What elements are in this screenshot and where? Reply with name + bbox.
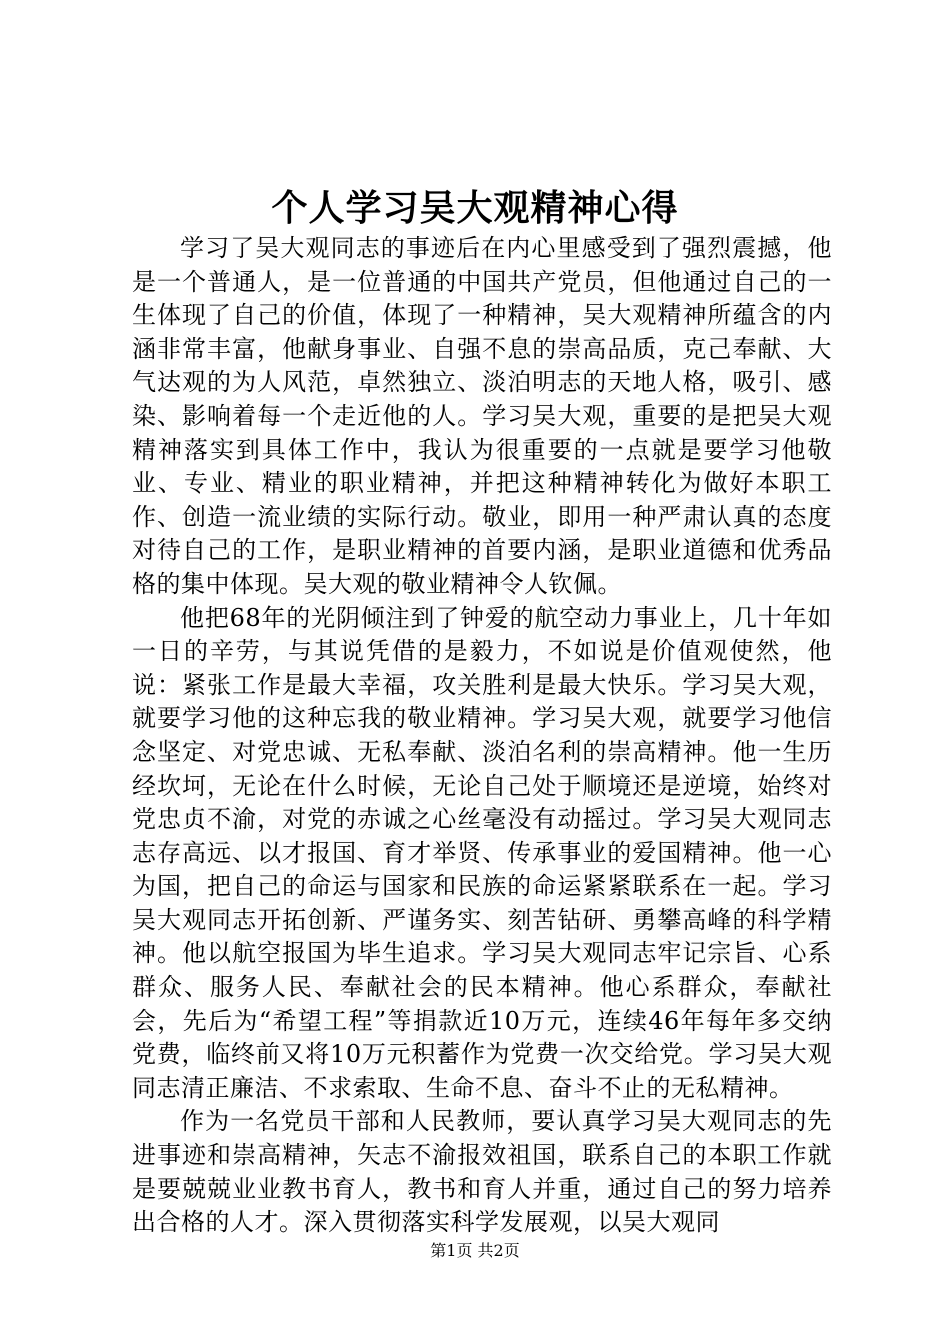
document-body <box>132 232 832 1240</box>
page-footer: 第1页 共2页 <box>430 1241 520 1260</box>
paragraph-2: 他把68年的光阴倾注到了钟爱的航空动力事业上，几十年如一日的辛劳，与其说凭借的是毅力，不如说是价值观使然，他说：紧张工作是最大幸福，攻关胜利是最大快乐。学习吴大观，就要学习他的这种忘我的敬业精神。学习吴大观，就要学习他信念坚定、对党忠诚、无私奉献、淡泊名利的崇高精神。他一生历经坎坷，无论在什么时候，无论自己处于顺境还是逆境，始终对党忠贞不渝，对党的赤诚之心丝毫没有动摇过。学习吴大观同志志存高远、以才报国、育才举贤、传承事业的爱国精神。他一心为国，把自己的命运与国家和民族的命运紧紧联系在一起。学习吴大观同志开拓创新、严谨务实、刻苦钻研、勇攀高峰的科学精神。他以航空报国为毕生追求。学习吴大观同志牢记宗旨、心系群众、服务人民、奉献社会的民本精神。他心系群众，奉献社会，先后为“希望工程”等捐款近10万元，连续46年每年多交纳党费，临终前又将10万元积蓄作为党费一次交给党。学习吴大观同志清正廉洁、不求索取、生命不息、奋斗不止的无私精神。 <box>132 603 832 1102</box>
paragraph-1: 学习了吴大观同志的事迹后在内心里感受到了强烈震撼，他是一个普通人，是一位普通的中国共产党员，但他通过自己的一生体现了自己的价值，体现了一种精神，吴大观精神所蕴含的内涵非常丰富，他献身事业、自强不息的崇高品质，克己奉献、大气达观的为人风范，卓然独立、淡泊明志的天地人格，吸引、感染、影响着每一个走近他的人。学习吴大观，重要的是把吴大观精神落实到具体工作中，我认为很重要的一点就是要学习他敬业、专业、精业的职业精神，并把这种精神转化为做好本职工作、创造一流业绩的实际行动。敬业，即用一种严肃认真的态度对待自己的工作，是职业精神的首要内涵，是职业道德和优秀品格的集中体现。吴大观的敬业精神令人钦佩。 <box>132 234 832 598</box>
document-title: 个人学习吴大观精神心得 <box>271 187 679 229</box>
paragraph-3: 作为一名党员干部和人民教师，要认真学习吴大观同志的先进事迹和崇高精神，矢志不渝报效祖国，联系自己的本职工作就是要兢兢业业教书育人，教书和育人并重，通过自己的努力培养出合格的人才。深入贯彻落实科学发展观，以吴大观同 <box>132 1107 832 1237</box>
